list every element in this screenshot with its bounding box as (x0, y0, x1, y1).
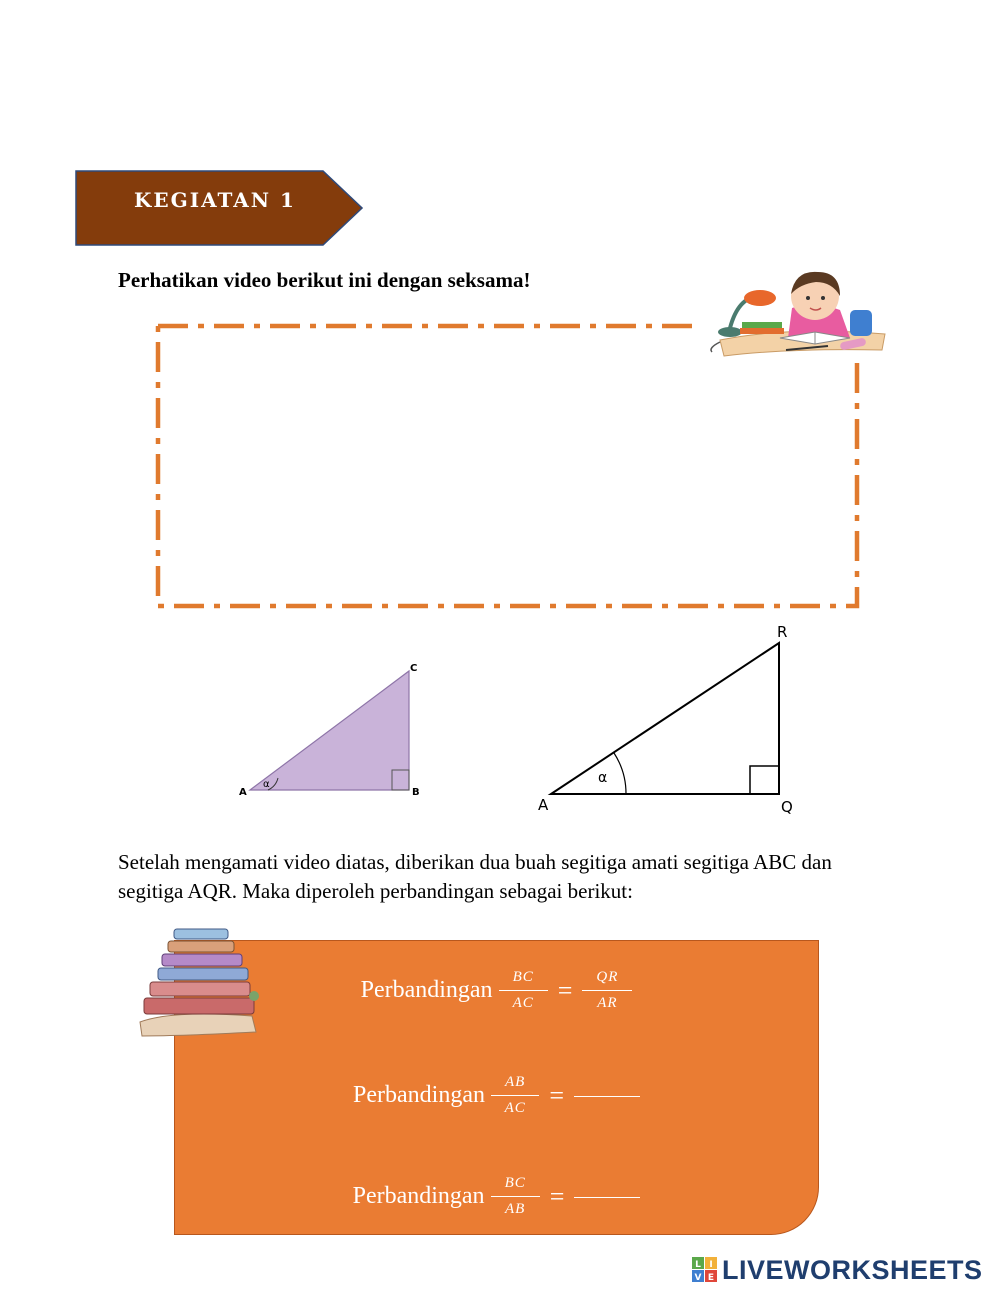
denominator: AB (504, 1201, 526, 1217)
denominator: AC (504, 1100, 526, 1116)
numerator: BC (491, 1175, 540, 1197)
ratio-label: Perbandingan (352, 1183, 485, 1209)
triangle-abc (239, 663, 420, 798)
fraction-bc-ab (491, 1175, 540, 1218)
fraction-bc-ac (499, 969, 548, 1012)
child-studying-illustration (700, 268, 890, 368)
numerator: QR (582, 969, 632, 991)
logo-text: LIVEWORKSHEETS (722, 1254, 983, 1285)
triangle-abc-vertex-b: B (412, 787, 420, 798)
triangle-aqr-angle: α (598, 770, 608, 786)
ratio-line-3 (175, 1175, 818, 1218)
equals-sign: = (549, 1080, 564, 1110)
triangle-aqr (538, 623, 793, 816)
banner-title: KEGIATAN 1 (134, 188, 296, 212)
instruction-text: Perhatikan video berikut ini dengan seksama! (118, 268, 531, 292)
ratio-line-2 (175, 1074, 818, 1117)
numerator: BC (499, 969, 548, 991)
equals-sign: = (557, 975, 573, 1005)
denominator: AR (597, 995, 618, 1011)
books-stack-illustration (132, 924, 272, 1040)
triangle-aqr-vertex-r: R (777, 623, 788, 641)
triangle-abc-vertex-a: A (239, 787, 247, 798)
ratio-label: Perbandingan (360, 977, 493, 1003)
logo-badge-icon (692, 1257, 718, 1283)
fraction-ab-ac (491, 1074, 539, 1117)
answer-blank[interactable] (574, 1197, 640, 1198)
triangle-aqr-vertex-a: A (538, 796, 549, 814)
body-paragraph: Setelah mengamati video diatas, diberikan dua buah segitiga amati segitiga ABC dan segitiga AQR. Maka diperoleh perbandingan sebagai berikut: (118, 850, 832, 903)
numerator: AB (491, 1074, 539, 1096)
triangles-diagram (0, 620, 1000, 830)
answer-blank[interactable] (574, 1096, 640, 1097)
ratio-label: Perbandingan (353, 1082, 485, 1108)
fraction-qr-ar (582, 969, 632, 1012)
triangle-abc-angle: α (263, 779, 270, 790)
svg-text:V: V (694, 1273, 702, 1283)
triangle-aqr-vertex-q: Q (781, 798, 793, 816)
svg-text:I: I (709, 1260, 713, 1270)
svg-text:E: E (707, 1273, 715, 1283)
svg-text:L: L (695, 1260, 701, 1270)
liveworksheets-logo (692, 1255, 983, 1285)
triangle-abc-vertex-c: C (410, 663, 418, 674)
denominator: AC (512, 995, 534, 1011)
equals-sign: = (549, 1181, 565, 1211)
